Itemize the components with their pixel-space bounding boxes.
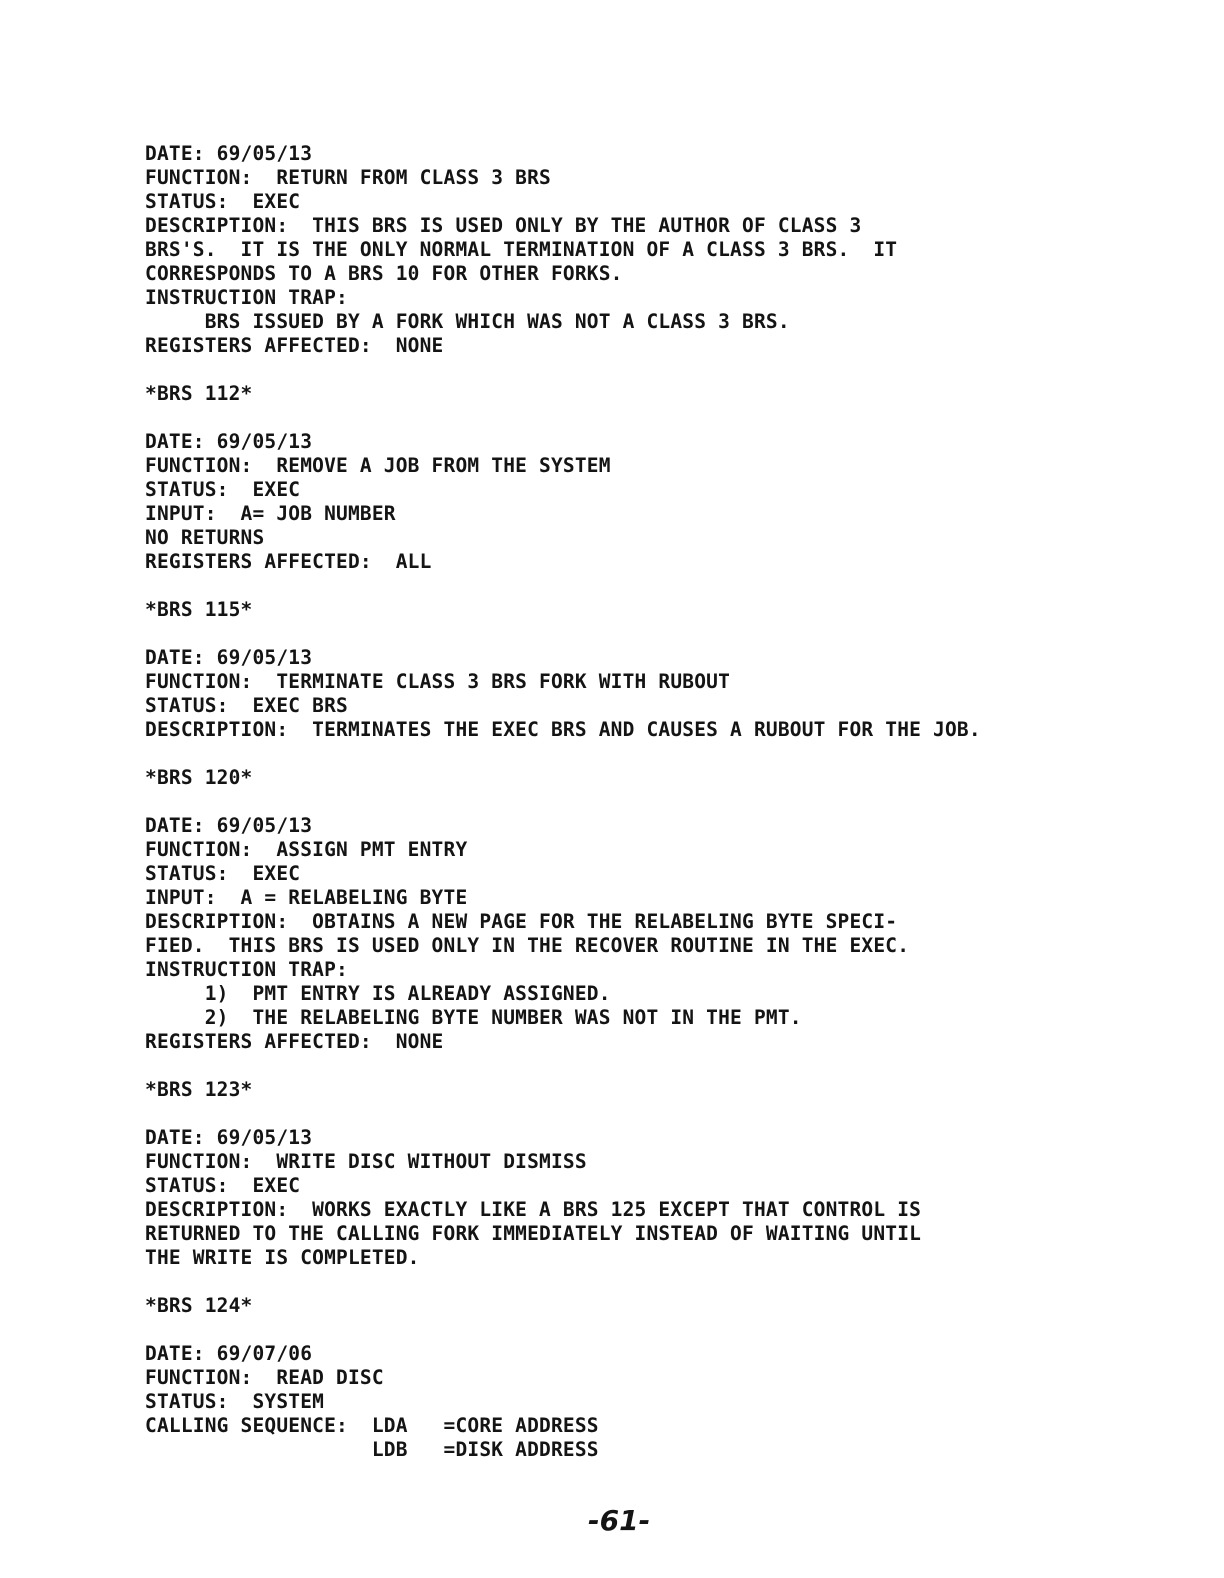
blank-line	[145, 1054, 1205, 1078]
blank-line	[145, 1318, 1205, 1342]
text-line: BRS ISSUED BY A FORK WHICH WAS NOT A CLASS 3 BRS.	[145, 310, 790, 333]
text-line: RETURNED TO THE CALLING FORK IMMEDIATELY INSTEAD OF WAITING UNTIL	[145, 1222, 922, 1245]
blank-line	[145, 406, 1205, 430]
text-line: INSTRUCTION TRAP:	[145, 286, 348, 309]
text-line: DESCRIPTION: TERMINATES THE EXEC BRS AND CAUSES A RUBOUT FOR THE JOB.	[145, 718, 981, 741]
blank-line	[145, 1102, 1205, 1126]
section-heading: *BRS 112*	[145, 382, 253, 405]
text-line: STATUS: EXEC BRS	[145, 694, 348, 717]
text-line: DESCRIPTION: OBTAINS A NEW PAGE FOR THE RELABELING BYTE SPECI-	[145, 910, 898, 933]
text-line: FUNCTION: WRITE DISC WITHOUT DISMISS	[145, 1150, 587, 1173]
text-line: DESCRIPTION: WORKS EXACTLY LIKE A BRS 125 EXCEPT THAT CONTROL IS	[145, 1198, 922, 1221]
text-line: STATUS: EXEC	[145, 190, 301, 213]
text-line: DATE: 69/05/13	[145, 430, 313, 453]
text-line: STATUS: SYSTEM	[145, 1390, 325, 1413]
text-line: INPUT: A= JOB NUMBER	[145, 502, 396, 525]
text-line: CALLING SEQUENCE: LDA =CORE ADDRESS	[145, 1414, 599, 1437]
text-line: REGISTERS AFFECTED: ALL	[145, 550, 432, 573]
blank-line	[145, 622, 1205, 646]
text-line: INPUT: A = RELABELING BYTE	[145, 886, 468, 909]
section-heading: *BRS 123*	[145, 1078, 253, 1101]
text-line: REGISTERS AFFECTED: NONE	[145, 1030, 444, 1053]
text-line: DATE: 69/05/13	[145, 1126, 313, 1149]
blank-line	[145, 574, 1205, 598]
text-line: INSTRUCTION TRAP:	[145, 958, 348, 981]
blank-line	[145, 1270, 1205, 1294]
section-heading: *BRS 115*	[145, 598, 253, 621]
text-line: FUNCTION: RETURN FROM CLASS 3 BRS	[145, 166, 551, 189]
text-line: FIED. THIS BRS IS USED ONLY IN THE RECOVER ROUTINE IN THE EXEC.	[145, 934, 910, 957]
page-number: -61-	[588, 1504, 651, 1537]
document-body	[145, 142, 1205, 1462]
text-line: DATE: 69/05/13	[145, 142, 313, 165]
text-line: DATE: 69/07/06	[145, 1342, 313, 1365]
text-line: THE WRITE IS COMPLETED.	[145, 1246, 420, 1269]
blank-line	[145, 358, 1205, 382]
text-line: FUNCTION: REMOVE A JOB FROM THE SYSTEM	[145, 454, 611, 477]
section-heading: *BRS 124*	[145, 1294, 253, 1317]
text-line: STATUS: EXEC	[145, 862, 301, 885]
text-line: STATUS: EXEC	[145, 1174, 301, 1197]
text-line: 1) PMT ENTRY IS ALREADY ASSIGNED.	[145, 982, 611, 1005]
text-line: 2) THE RELABELING BYTE NUMBER WAS NOT IN THE PMT.	[145, 1006, 802, 1029]
text-line: FUNCTION: READ DISC	[145, 1366, 384, 1389]
section-heading: *BRS 120*	[145, 766, 253, 789]
text-line: STATUS: EXEC	[145, 478, 301, 501]
text-line: LDB =DISK ADDRESS	[145, 1438, 599, 1461]
text-line: CORRESPONDS TO A BRS 10 FOR OTHER FORKS.	[145, 262, 623, 285]
text-line: DESCRIPTION: THIS BRS IS USED ONLY BY THE AUTHOR OF CLASS 3	[145, 214, 862, 237]
text-line: FUNCTION: ASSIGN PMT ENTRY	[145, 838, 468, 861]
blank-line	[145, 742, 1205, 766]
text-line: REGISTERS AFFECTED: NONE	[145, 334, 444, 357]
blank-line	[145, 790, 1205, 814]
text-line: FUNCTION: TERMINATE CLASS 3 BRS FORK WITH RUBOUT	[145, 670, 731, 693]
text-line: DATE: 69/05/13	[145, 646, 313, 669]
text-line: NO RETURNS	[145, 526, 265, 549]
text-line: DATE: 69/05/13	[145, 814, 313, 837]
text-line: BRS'S. IT IS THE ONLY NORMAL TERMINATION OF A CLASS 3 BRS. IT	[145, 238, 898, 261]
